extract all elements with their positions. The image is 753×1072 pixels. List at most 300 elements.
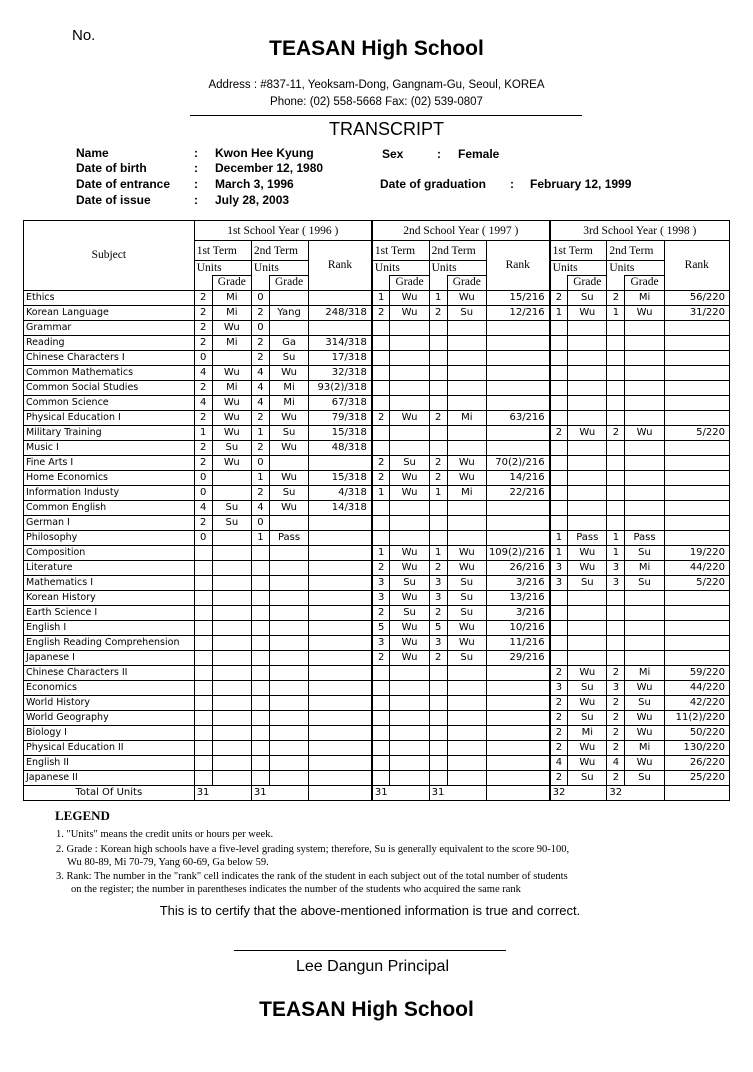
student-name: Kwon Hee Kyung (215, 146, 314, 160)
subject-cell: Japanese I (24, 650, 195, 665)
y2-rank-cell (486, 350, 549, 365)
y1-rank-cell: 15/318 (309, 470, 372, 485)
subject-cell: World History (24, 695, 195, 710)
y3-rank-cell: 59/220 (664, 665, 729, 680)
y1-t2-units-cell (251, 560, 269, 575)
table-row (24, 290, 730, 305)
y3-rank-cell: 31/220 (664, 305, 729, 320)
y1-t1-grade-cell: Su (212, 500, 251, 515)
y1-t1-grade-cell (212, 590, 251, 605)
y3-t2-grade-cell: Su (625, 695, 664, 710)
y1-t2-units-cell: 4 (251, 500, 269, 515)
y2-t2-grade-cell (447, 740, 486, 755)
y2-t1-units-cell: 3 (372, 590, 390, 605)
y1-t1-units-cell: 2 (194, 515, 212, 530)
y2-rank-cell: 109(2)/216 (486, 545, 549, 560)
y1-t2-grade-cell: Pass (269, 530, 308, 545)
y3-t2-grade-cell (625, 440, 664, 455)
y2-t2-units-cell: 5 (429, 620, 447, 635)
y1-t1-grade-cell (212, 620, 251, 635)
y1-t2-grade-cell: Mi (269, 380, 308, 395)
y2-t1-units-cell (372, 365, 390, 380)
subject-cell: Biology I (24, 725, 195, 740)
y3-t2-units-cell (607, 350, 625, 365)
term-2-header: 2nd Term (429, 241, 486, 261)
units-header: Units (550, 261, 607, 276)
y3-t1-units-cell: 2 (550, 695, 568, 710)
units-spacer (607, 276, 625, 291)
y2-t1-grade-cell (390, 500, 429, 515)
y1-t2-grade-cell: Yang (269, 305, 308, 320)
total-units-value: 31 (251, 785, 308, 800)
y2-t1-units-cell (372, 680, 390, 695)
y1-t2-units-cell (251, 545, 269, 560)
table-row (24, 305, 730, 320)
sex-label: Sex (382, 147, 404, 161)
y1-rank-cell (309, 665, 372, 680)
y2-t2-units-cell: 2 (429, 410, 447, 425)
y2-t1-grade-cell: Wu (390, 635, 429, 650)
y2-t1-grade-cell (390, 665, 429, 680)
subject-cell: Mathematics I (24, 575, 195, 590)
y3-t1-units-cell (550, 410, 568, 425)
subject-cell: Physical Education II (24, 740, 195, 755)
y3-rank-cell: 5/220 (664, 425, 729, 440)
y1-t1-units-cell (194, 755, 212, 770)
table-row (24, 575, 730, 590)
table-row (24, 470, 730, 485)
y1-rank-cell (309, 725, 372, 740)
y1-t1-grade-cell: Su (212, 515, 251, 530)
principal-name: Lee Dangun Principal (296, 958, 449, 975)
y2-t1-units-cell: 2 (372, 455, 390, 470)
y1-t1-grade-cell (212, 470, 251, 485)
school-phone: Phone: (02) 558-5668 Fax: (02) 539-0807 (270, 96, 483, 108)
y1-rank-cell (309, 695, 372, 710)
y3-t2-units-cell (607, 515, 625, 530)
colon: : (510, 177, 514, 191)
y2-t1-units-cell (372, 755, 390, 770)
y3-t1-grade-cell (568, 455, 607, 470)
table-row (24, 770, 730, 785)
y1-rank-cell: 93(2)/318 (309, 380, 372, 395)
y3-t2-grade-cell (625, 590, 664, 605)
y2-t2-grade-cell (447, 500, 486, 515)
student-issue-date: July 28, 2003 (215, 193, 290, 207)
colon: : (194, 193, 198, 207)
y3-t2-units-cell (607, 590, 625, 605)
table-row (24, 680, 730, 695)
y2-rank-cell: 10/216 (486, 620, 549, 635)
y2-t2-units-cell (429, 500, 447, 515)
y3-t2-units-cell: 2 (607, 725, 625, 740)
y2-t2-units-cell (429, 740, 447, 755)
y1-t2-grade-cell (269, 290, 308, 305)
subject-cell: Chinese Characters I (24, 350, 195, 365)
y2-t2-units-cell (429, 755, 447, 770)
y1-t1-grade-cell: Wu (212, 320, 251, 335)
y2-t1-grade-cell (390, 740, 429, 755)
subject-cell: Literature (24, 560, 195, 575)
y3-t2-grade-cell (625, 605, 664, 620)
y3-t1-units-cell (550, 320, 568, 335)
y1-rank-cell (309, 290, 372, 305)
y2-rank-cell: 29/216 (486, 650, 549, 665)
y3-rank-cell: 42/220 (664, 695, 729, 710)
y3-t2-units-cell: 2 (607, 695, 625, 710)
y2-t2-units-cell: 2 (429, 470, 447, 485)
y2-t2-grade-cell (447, 335, 486, 350)
y3-t1-units-cell (550, 455, 568, 470)
units-header: Units (194, 261, 251, 276)
y3-t1-units-cell (550, 485, 568, 500)
school-address: Address : #837-11, Yeoksam-Dong, Gangnam-Gu, Seoul, KOREA (208, 79, 545, 91)
y2-t1-grade-cell: Wu (390, 560, 429, 575)
y1-t2-grade-cell: Wu (269, 365, 308, 380)
y3-t1-grade-cell: Su (568, 710, 607, 725)
y1-t1-units-cell: 2 (194, 305, 212, 320)
y3-t2-units-cell: 2 (607, 740, 625, 755)
y1-rank-cell: 79/318 (309, 410, 372, 425)
y2-t2-grade-cell: Wu (447, 455, 486, 470)
y2-t1-units-cell: 1 (372, 485, 390, 500)
grade-header: Grade (568, 276, 607, 291)
y2-t2-grade-cell (447, 320, 486, 335)
y1-t2-grade-cell (269, 680, 308, 695)
table-row (24, 650, 730, 665)
subject-cell: English Reading Comprehension (24, 635, 195, 650)
table-row (24, 665, 730, 680)
signature-line (234, 950, 506, 951)
y3-t2-grade-cell (625, 380, 664, 395)
y3-t2-grade-cell: Mi (625, 290, 664, 305)
y1-t2-grade-cell (269, 710, 308, 725)
y2-t1-grade-cell (390, 320, 429, 335)
y2-t1-grade-cell (390, 725, 429, 740)
entrance-label: Date of entrance (76, 177, 171, 191)
table-row (24, 560, 730, 575)
y3-t2-units-cell (607, 605, 625, 620)
table-row (24, 545, 730, 560)
y2-t1-grade-cell (390, 530, 429, 545)
y1-t1-grade-cell: Mi (212, 305, 251, 320)
y2-rank-cell (486, 515, 549, 530)
y2-t2-units-cell (429, 725, 447, 740)
y1-rank-cell (309, 755, 372, 770)
y2-t2-grade-cell: Mi (447, 485, 486, 500)
y3-t2-units-cell: 2 (607, 665, 625, 680)
y2-t1-units-cell (372, 530, 390, 545)
y2-t2-units-cell (429, 530, 447, 545)
y3-t2-grade-cell: Su (625, 770, 664, 785)
y3-t1-grade-cell (568, 320, 607, 335)
y1-rank-cell (309, 650, 372, 665)
total-units-value: 31 (194, 785, 251, 800)
y2-t1-grade-cell: Su (390, 575, 429, 590)
y1-t2-units-cell: 0 (251, 320, 269, 335)
subject-cell: Earth Science I (24, 605, 195, 620)
table-row (24, 425, 730, 440)
subject-cell: Composition (24, 545, 195, 560)
term-1-header: 1st Term (550, 241, 607, 261)
table-row (24, 530, 730, 545)
y2-t2-units-cell (429, 665, 447, 680)
y3-t2-grade-cell: Wu (625, 710, 664, 725)
y1-rank-cell: 4/318 (309, 485, 372, 500)
subject-cell: Military Training (24, 425, 195, 440)
subject-cell: Korean History (24, 590, 195, 605)
y1-t1-units-cell (194, 740, 212, 755)
y2-t1-grade-cell (390, 710, 429, 725)
y3-t1-units-cell (550, 605, 568, 620)
y2-rank-cell (486, 770, 549, 785)
y3-t2-units-cell (607, 635, 625, 650)
subject-cell: Common Mathematics (24, 365, 195, 380)
y1-rank-cell (309, 620, 372, 635)
y1-t2-units-cell: 2 (251, 485, 269, 500)
y1-t2-grade-cell (269, 695, 308, 710)
y3-t1-grade-cell: Wu (568, 545, 607, 560)
table-row (24, 365, 730, 380)
subject-cell: Reading (24, 335, 195, 350)
y1-rank-cell: 67/318 (309, 395, 372, 410)
y3-t2-units-cell (607, 500, 625, 515)
y3-t1-units-cell (550, 500, 568, 515)
y1-t2-units-cell: 1 (251, 470, 269, 485)
issue-label: Date of issue (76, 193, 151, 207)
y1-t1-units-cell (194, 635, 212, 650)
total-rank-empty (309, 785, 372, 800)
y1-t1-units-cell: 2 (194, 335, 212, 350)
y1-t1-units-cell (194, 545, 212, 560)
subject-cell: Common Science (24, 395, 195, 410)
y3-t1-grade-cell: Su (568, 770, 607, 785)
y2-rank-cell: 13/216 (486, 590, 549, 605)
y2-t1-grade-cell: Wu (390, 650, 429, 665)
y2-t1-grade-cell: Wu (390, 545, 429, 560)
y1-t1-units-cell: 0 (194, 485, 212, 500)
y2-t1-units-cell: 2 (372, 470, 390, 485)
y3-rank-cell: 25/220 (664, 770, 729, 785)
y3-rank-cell (664, 470, 729, 485)
table-row (24, 380, 730, 395)
y3-t2-units-cell: 2 (607, 770, 625, 785)
y1-t1-grade-cell (212, 740, 251, 755)
y2-t1-grade-cell: Wu (390, 305, 429, 320)
y1-t2-units-cell (251, 740, 269, 755)
y1-t2-units-cell: 0 (251, 290, 269, 305)
y2-t1-units-cell (372, 350, 390, 365)
year-3-header: 3rd School Year ( 1998 ) (550, 221, 730, 241)
y3-t1-grade-cell: Su (568, 680, 607, 695)
y1-t2-units-cell (251, 680, 269, 695)
student-graduation: February 12, 1999 (530, 177, 632, 191)
y3-rank-cell: 44/220 (664, 680, 729, 695)
y1-t2-grade-cell: Su (269, 425, 308, 440)
y2-t2-units-cell (429, 320, 447, 335)
y1-rank-cell (309, 320, 372, 335)
subject-cell: Philosophy (24, 530, 195, 545)
y2-rank-cell: 3/216 (486, 605, 549, 620)
y3-t1-units-cell (550, 350, 568, 365)
y3-rank-cell: 5/220 (664, 575, 729, 590)
y1-t2-grade-cell: Wu (269, 470, 308, 485)
table-row (24, 725, 730, 740)
y3-t1-units-cell: 1 (550, 530, 568, 545)
y2-t1-grade-cell: Wu (390, 290, 429, 305)
y1-t2-units-cell: 4 (251, 395, 269, 410)
y1-rank-cell: 15/318 (309, 425, 372, 440)
student-dob: December 12, 1980 (215, 161, 324, 175)
y1-t1-units-cell: 4 (194, 500, 212, 515)
y3-t1-units-cell (550, 365, 568, 380)
y3-rank-cell: 19/220 (664, 545, 729, 560)
y2-rank-cell: 63/216 (486, 410, 549, 425)
y3-t2-grade-cell: Wu (625, 680, 664, 695)
y3-t1-grade-cell (568, 590, 607, 605)
units-spacer (550, 276, 568, 291)
y3-t2-units-cell: 2 (607, 425, 625, 440)
y2-t1-grade-cell (390, 365, 429, 380)
y2-rank-cell (486, 335, 549, 350)
y3-t1-grade-cell: Su (568, 290, 607, 305)
term-1-header: 1st Term (372, 241, 429, 261)
y1-t1-grade-cell: Mi (212, 290, 251, 305)
table-row (24, 440, 730, 455)
y3-t1-units-cell: 2 (550, 710, 568, 725)
y3-t1-units-cell (550, 470, 568, 485)
y2-t2-units-cell: 3 (429, 575, 447, 590)
y1-t2-units-cell (251, 665, 269, 680)
y3-t1-grade-cell (568, 440, 607, 455)
y2-t2-units-cell: 3 (429, 590, 447, 605)
y3-t1-grade-cell (568, 620, 607, 635)
y2-rank-cell (486, 695, 549, 710)
y1-t1-units-cell (194, 560, 212, 575)
document-title: TRANSCRIPT (328, 119, 444, 139)
y3-t1-grade-cell: Mi (568, 725, 607, 740)
y2-t2-grade-cell (447, 710, 486, 725)
y1-t2-grade-cell: Su (269, 485, 308, 500)
y3-rank-cell (664, 335, 729, 350)
y2-t1-grade-cell: Wu (390, 410, 429, 425)
y3-t2-units-cell: 2 (607, 710, 625, 725)
y3-rank-cell: 26/220 (664, 755, 729, 770)
y2-t1-units-cell: 5 (372, 620, 390, 635)
y2-rank-cell (486, 740, 549, 755)
rank-header: Rank (664, 241, 729, 291)
y1-t2-grade-cell (269, 455, 308, 470)
y3-t2-units-cell (607, 485, 625, 500)
y3-t1-grade-cell: Pass (568, 530, 607, 545)
y3-t2-units-cell (607, 365, 625, 380)
y3-t1-grade-cell: Wu (568, 560, 607, 575)
y2-rank-cell (486, 680, 549, 695)
table-row (24, 485, 730, 500)
y2-t2-grade-cell: Mi (447, 410, 486, 425)
y1-t1-grade-cell (212, 575, 251, 590)
y3-t2-units-cell (607, 320, 625, 335)
legend-item-3: 3. Rank: The number in the "rank" cell indicates the rank of the student in each subject out of the total number of students (56, 871, 568, 882)
y1-rank-cell: 248/318 (309, 305, 372, 320)
y1-rank-cell (309, 455, 372, 470)
y1-t2-grade-cell (269, 575, 308, 590)
y2-t2-units-cell: 2 (429, 305, 447, 320)
y3-t1-grade-cell (568, 485, 607, 500)
y1-rank-cell (309, 515, 372, 530)
y1-t1-grade-cell (212, 560, 251, 575)
y2-t1-units-cell: 3 (372, 575, 390, 590)
y2-rank-cell: 22/216 (486, 485, 549, 500)
y3-t1-units-cell (550, 395, 568, 410)
y3-rank-cell (664, 635, 729, 650)
y1-t1-units-cell (194, 770, 212, 785)
y3-t2-units-cell (607, 440, 625, 455)
y1-rank-cell (309, 680, 372, 695)
y2-t1-units-cell (372, 665, 390, 680)
y1-rank-cell: 314/318 (309, 335, 372, 350)
y2-t2-units-cell: 1 (429, 485, 447, 500)
subject-cell: Ethics (24, 290, 195, 305)
y1-t1-grade-cell (212, 770, 251, 785)
document-number-label: No. (72, 27, 96, 44)
y3-t2-units-cell (607, 650, 625, 665)
y3-t2-units-cell (607, 455, 625, 470)
y1-t2-grade-cell: Mi (269, 395, 308, 410)
y2-t1-units-cell: 2 (372, 305, 390, 320)
y2-t1-grade-cell: Wu (390, 590, 429, 605)
y1-t1-units-cell (194, 590, 212, 605)
y3-t1-grade-cell: Wu (568, 665, 607, 680)
subject-cell: Music I (24, 440, 195, 455)
y2-t1-units-cell (372, 740, 390, 755)
y1-t1-units-cell (194, 725, 212, 740)
y2-t1-units-cell (372, 500, 390, 515)
y3-t2-units-cell: 4 (607, 755, 625, 770)
y1-t2-units-cell: 1 (251, 425, 269, 440)
y3-rank-cell (664, 455, 729, 470)
y3-t1-units-cell (550, 650, 568, 665)
y1-t1-units-cell (194, 620, 212, 635)
y1-t2-grade-cell (269, 665, 308, 680)
y3-t2-units-cell: 1 (607, 530, 625, 545)
total-units-label: Total Of Units (24, 785, 195, 800)
y3-t1-grade-cell: Wu (568, 305, 607, 320)
y1-t1-grade-cell (212, 680, 251, 695)
y2-t2-units-cell (429, 440, 447, 455)
y1-rank-cell (309, 635, 372, 650)
y2-rank-cell: 14/216 (486, 470, 549, 485)
y1-t1-units-cell: 2 (194, 440, 212, 455)
y3-t2-grade-cell (625, 365, 664, 380)
name-label: Name (76, 146, 109, 160)
y3-t2-units-cell (607, 620, 625, 635)
y2-t1-grade-cell (390, 695, 429, 710)
y2-t1-grade-cell (390, 770, 429, 785)
y2-t2-grade-cell: Su (447, 590, 486, 605)
y1-rank-cell (309, 590, 372, 605)
y3-t1-grade-cell: Wu (568, 425, 607, 440)
y1-t1-grade-cell (212, 695, 251, 710)
y3-t2-grade-cell (625, 470, 664, 485)
y1-t2-units-cell: 4 (251, 365, 269, 380)
y1-t2-grade-cell (269, 320, 308, 335)
y2-t2-units-cell: 2 (429, 605, 447, 620)
y1-rank-cell (309, 740, 372, 755)
y1-t1-grade-cell (212, 650, 251, 665)
y3-rank-cell (664, 515, 729, 530)
subject-cell: German I (24, 515, 195, 530)
